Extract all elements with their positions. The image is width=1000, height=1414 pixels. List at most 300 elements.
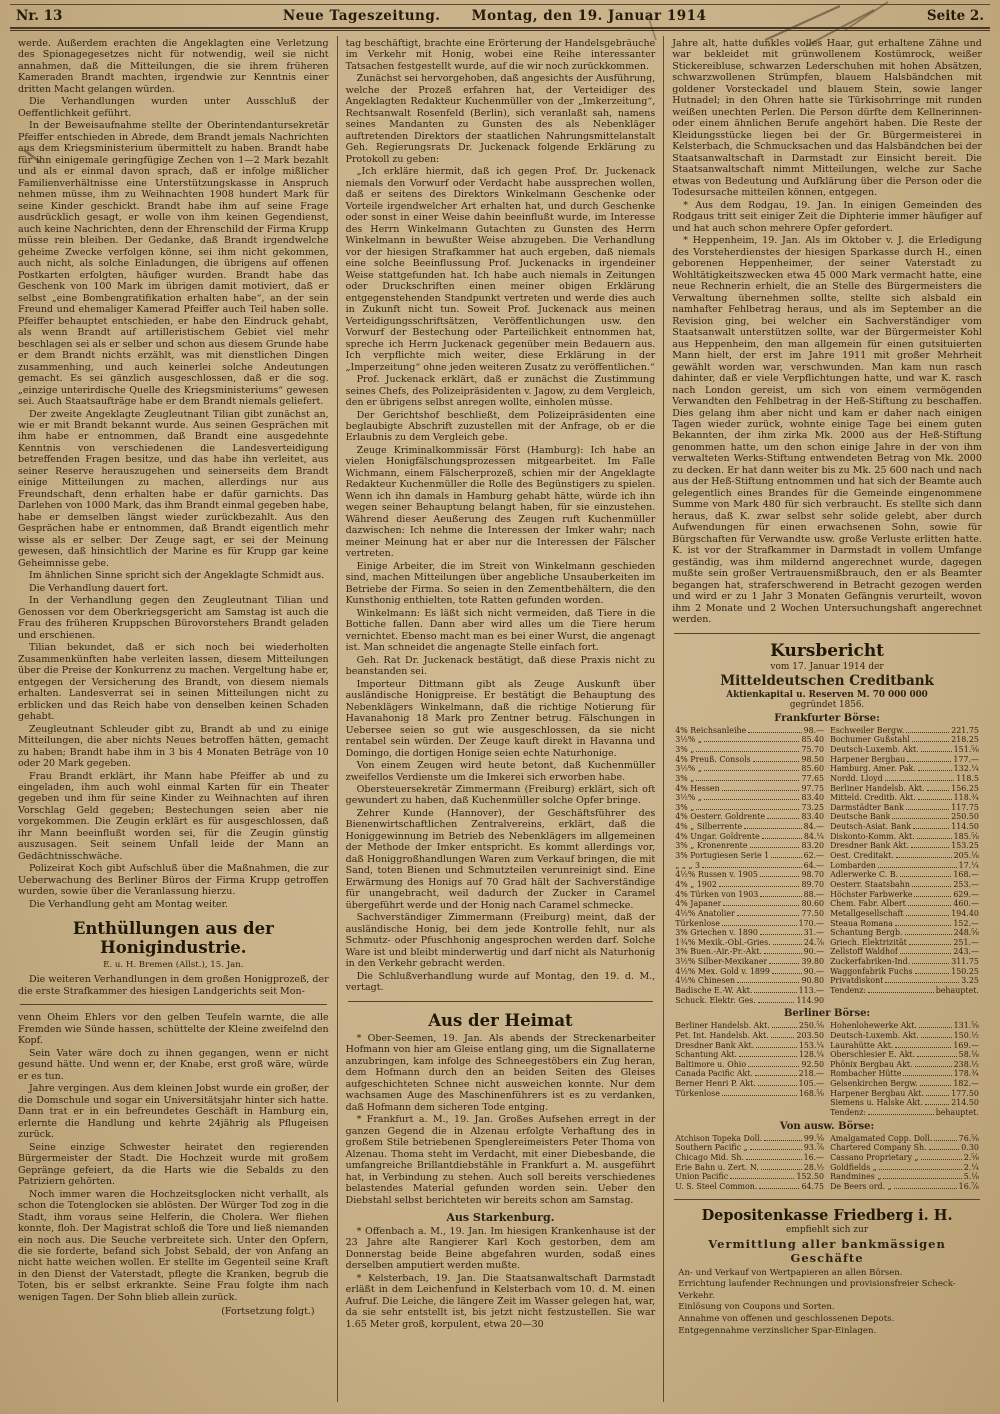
quote-row: [830, 784, 979, 794]
security-name: Oest. Creditakt.: [830, 851, 894, 861]
dot-leader: [748, 732, 801, 733]
dot-leader: [750, 847, 800, 848]
paragraph: Importeur Dittmann gibt als Zeuge Auskunft über ausländische Honigpreise. Er bestätigt die Behauptung des Nebenklägers Winkelmann, daß die richtige Notierung für Havanahonig 18 Mark pro Zentner betrug. Fälschungen in Uebersee seien so gut wie ausgeschlossen, da sie nicht rentabel sein würden. Der Zeuge kauft direkt in Havanna und Domingo, die dortigen Honige seien echte Naturhonige.: [345, 678, 656, 759]
security-name: Berner Henri P. Akt.: [675, 1079, 756, 1089]
quote-row: [675, 1031, 824, 1041]
dot-leader: [926, 1095, 949, 1096]
quote-row: [675, 1041, 824, 1051]
masthead: [283, 8, 706, 24]
ad-service-line: An- und Verkauf von Wertpapieren an allen Börsen.: [678, 1267, 903, 1278]
paragraph: * Aus dem Rodgau, 19. Jan. In einigen Gemeinden des Rodgaus tritt seit einiger Zeit die Diphterie immer häufiger auf und hat auch schon mehrere Opfer gefordert.: [672, 199, 982, 234]
security-price: 77.65: [801, 773, 825, 783]
quote-row: [675, 832, 824, 842]
security-price: 31.—: [803, 928, 825, 938]
paragraph: Die Verhandlung dauert fort.: [29, 582, 169, 594]
quote-row: [675, 803, 824, 813]
security-price: 221.75: [951, 725, 979, 735]
security-name: Darmstädter Bank: [830, 802, 904, 812]
dot-leader: [896, 857, 952, 858]
security-name: Deutsche Bank: [830, 812, 891, 822]
security-price: 131.⅝: [953, 1021, 979, 1031]
security-name: 4½% Anatolier: [675, 908, 735, 918]
dot-leader: [722, 790, 800, 791]
page-header: [0, 5, 1000, 26]
security-name: Adlerwerke C. B.: [830, 870, 899, 880]
paragraph: Zeuge Kriminalkommissär Först (Hamburg): Ich habe an vielen Honigfälschungsprozessen mitgearbeitet. Im Falle Wichmann, einem Fälscherprozeß, schien mir der Angeklagte Redakteur Kuchenmüller die Rolle des Begünstigers zu spielen. Wenn ich ihn damals in Hamburg gehabt hätte, würde ich ihn wegen seiner Behauptung belangt haben, für sie einzustehen. Während dieser Aeußerung des Zeugen ruft Kuchenmüller dazwischen: Ich nehme die Interessen der Imker wahr; nach meiner Meinung hat er aber nur die Interessen der Fälscher vertreten.: [345, 444, 656, 560]
security-price: 75.70: [801, 744, 825, 754]
quote-row: [675, 784, 824, 794]
quote-row: [675, 928, 824, 938]
security-name: Chicago Mid. Sh.: [675, 1152, 744, 1162]
security-name: Randmines „: [830, 1172, 882, 1182]
quote-row: [830, 1163, 979, 1173]
dot-leader: [909, 944, 952, 945]
ad-title: Depositenkasse Friedberg i. H.: [701, 1206, 953, 1224]
dot-leader: [772, 973, 802, 974]
security-name: 3% „ Kronenrente: [675, 841, 748, 851]
quote-row: [675, 1172, 824, 1182]
quote-row: [675, 1182, 824, 1192]
dot-leader: [696, 751, 799, 752]
security-price: 170.—: [798, 918, 825, 928]
security-name: Tendenz:: [830, 986, 867, 995]
security-price: 76.⅝: [958, 1133, 979, 1143]
quote-row: [830, 793, 979, 803]
security-price: 113.—: [798, 986, 825, 995]
quote-row: [830, 851, 979, 861]
paragraph: „Ich erkläre hiermit, daß ich gegen Prof. Dr. Juckenack niemals den Vorwurf oder Verdacht habe aussprechen wollen, daß er seitens des Direktors Winkelmann Geschenke oder Vorteile irgendwelcher Art erhalten hat, und durch Geschenke oder sonst in einer Weise dahin beeinflußt wurde, im Interesse des Herrn Winkelmann Gutachten zu Gunsten des Herrn Winkelmann in bewußter Weise abzugeben. Die Verhandlung vor der hiesigen Strafkammer hat auch ergeben, daß niemals eine solche Beeinflussung Prof. Juckenacks in irgendeiner Weise stattgefunden hat. Ich habe auch niemals in Zeitungen oder Druckschriften einen meiner obigen Erklärung entgegenstehenden Standpunkt vertreten und werde dies auch in Zukunft nicht tun. Soweit Prof. Juckenack aus meinen Verteidigungsschriftsätzen, Veröffentlichungen usw. den Vorwurf der Bestechung oder Parteilichkeit entnommen hat, spreche ich Herrn Juckenack gegenüber mein Bedauern aus. Ich verpflichte mich weiter, diese Erklärung in der „Imperzeitung“ ohne jeden weiteren Zusatz zu veröffentlichen.“: [345, 166, 656, 373]
dot-leader: [885, 982, 959, 983]
security-name: Bochumer Gußstahl: [830, 735, 910, 745]
dot-leader: [750, 1149, 802, 1150]
dot-leader: [907, 761, 951, 762]
quote-row: [830, 861, 979, 871]
dot-leader: [696, 780, 799, 781]
section-divider: [674, 633, 980, 634]
quote-row: [675, 774, 824, 784]
dot-leader: [915, 973, 950, 974]
security-name: Privatdiskont: [830, 976, 884, 986]
security-name: Phönix Bergbau Akt.: [830, 1059, 913, 1069]
column-middle: [337, 36, 664, 1402]
newspaper-title: Neue Tageszeitung.: [282, 8, 441, 24]
quote-column: [672, 1021, 827, 1117]
security-price: 153.25: [951, 841, 979, 851]
quote-row: [830, 812, 979, 822]
paragraph: Geh. Rat Dr. Juckenack bestätigt, daß diese Praxis nicht zu beanstanden sei.: [345, 654, 656, 678]
paragraph: Die weiteren Verhandlungen in dem großen Honigprozeß, der die erste Strafkammer des hiesigen Landgerichts seit Mon-: [18, 974, 329, 997]
security-price: 77.50: [801, 908, 825, 918]
security-name: Höchster Farbwerke: [830, 889, 913, 899]
dot-leader: [906, 915, 950, 916]
dot-leader: [772, 1027, 797, 1028]
security-price: 85.40: [801, 735, 825, 745]
quote-row: [675, 1060, 824, 1070]
security-price: 99.⅝: [803, 1133, 825, 1143]
dot-leader: [892, 818, 949, 819]
security-price: 182.—: [953, 1079, 979, 1089]
security-price: 218.25: [951, 735, 979, 745]
column-container: [0, 34, 1000, 1402]
quote-column: [827, 726, 982, 1006]
dot-leader: [903, 1075, 951, 1076]
ad-service-line: Entgegennahme verzinslicher Spar-Einlagen.: [678, 1325, 877, 1336]
quote-column: [827, 1021, 982, 1117]
security-price: 97.75: [801, 783, 825, 793]
quote-row: [830, 1182, 979, 1192]
dot-leader: [878, 867, 957, 868]
exchange-title: Frankfurter Börse:: [774, 712, 880, 724]
quote-row: [675, 764, 824, 774]
security-name: Laurahütte Akt.: [830, 1040, 894, 1050]
dot-leader: [918, 799, 952, 800]
quote-row: [675, 861, 824, 871]
quote-row: [675, 735, 824, 745]
security-price: 16.⅞: [958, 1181, 979, 1191]
quote-row: [675, 976, 824, 986]
paragraph: * Heppenheim, 19. Jan. Als im Oktober v. J. die Erledigung des Vorsteherdienstes der hiesigen Sparkasse durch H., einen geborenen Heppenheimer, der seiner Vaterstadt zu Wohltätigkeitszwecken etwa 45 000 Mark vermacht hatte, eine neue Rechnerin erhielt, die an Stelle des Bürgermeisters die Verwaltung übernehmen sollte, stellte sich alsbald ein namhafter Fehlbetrag heraus, und als im September an die Revision ging, bei welcher ein Sachverständiger vom Staatsanwalt unterstützen sollte, war der Bürgermeister Kohl aus Heppenheim, den man allgemein für einen gutsituierten Mann hielt, der erst im Jahre 1911 mit großer Mehrheit gewählt worden war, verschwunden. Man kam nun rasch dahinter, daß er viele Verpflichtungen hatte, und war K. rasch nach London gereist, um sich von einem vermögenden Verwandten den Fehlbetrag in der Heß-Stiftung zu beschaffen. Dies gelang ihm aber nicht und kam er daher nach einigen Tagen wieder zurück, wohnte einige Tage bei einem guten Bekannten, der ihm zirka Mk. 2000 aus der Heß-Stiftung genommen hatte, um den schon einige Jahre in der von ihm verwalteten Werks-Stiftung entwendeten Betrag von Mk. 2000 zu decken. Er hat dann weiter bis zu Mk. 25 600 nach und nach aus der Heß-Stiftung entnommen und hat sich der Beamte auch gelegentlich eines Brandes für die Gemeinde eingenommene Summe von Mark 480 für sich verbraucht. Es stellte sich dann heraus, daß K. zwar selbst sehr solide gelebt, aber durch Aufwendungen für einen erwachsenen Sohn, sowie für Bürgschaften für Verwandte usw. große Verluste erlitten hatte. K. ist vor der Strafkammer in Darmstadt in vollem Umfange geständig, was ihm mildernd angerechnet wurde, dagegen mußte sein großer Vertrauensmißbrauch, den er als Beamter begangen hat, straferschwerend in Betracht gezogen werden und wird er zu 1 Jahr 3 Monaten Gefängnis verurteilt, wovon ihm 2 Monate und 2 Wochen Untersuchungshaft angerechnet werden.: [672, 235, 982, 626]
security-price: 153.¼: [798, 1040, 825, 1050]
security-price: 117.75: [951, 802, 979, 812]
paragraph: Noch immer waren die Hochzeitsglocken nicht verhallt, als schon die Totenglocken sie ablösten. Der Würger Tod zog in die Stadt, ihm voraus seine Helferin, die Cholera. Wer fliehen konnte, floh. Der Magistrat schloß die Tore und ließ niemanden ein noch aus. Die Seuche verbreitete sich. Unter den Opfern, die sie forderte, befand sich Jobst Sebald, der von Anfang an nicht hatte weichen wollen. Er stellte im Gegenteil seine Kraft in den Dienst der Vaterstadt, pflegte die Kranken, begrub die Toten, bis er selbst erkrankte. Seine Frau folgte ihm nach wenigen Tagen. Der Sohn blieb allein zurück.: [18, 1188, 329, 1303]
quote-row: [675, 899, 824, 909]
security-name: Union Pacific: [675, 1172, 729, 1182]
quote-row: [675, 986, 824, 996]
quote-row: [830, 909, 979, 919]
dot-leader: [917, 1056, 956, 1057]
quote-row: [830, 1041, 979, 1051]
quote-row: [675, 938, 824, 948]
security-price: 114.90: [796, 995, 825, 1005]
quote-row: [830, 1134, 979, 1144]
dot-leader: [900, 876, 951, 877]
security-name: 4½% Russen v. 1905: [675, 870, 758, 880]
security-price: 5.⅛: [963, 1172, 979, 1182]
quote-row: [830, 745, 979, 755]
security-price: 156.25: [951, 783, 979, 793]
security-price: 84.—: [803, 822, 825, 832]
security-name: Rombacher Hütte: [830, 1069, 902, 1079]
paragraph: Seine einzige Schwester heiratet den regierenden Bürgermeister der Stadt. Die Hochzeit wurde mit großem Gepränge gefeiert, da die Harts wie die Sebalds zu den Patriziern gehörten.: [18, 1141, 329, 1188]
dot-leader: [754, 992, 796, 993]
quote-row: [830, 1089, 979, 1099]
security-name: U. S. Steel Common.: [675, 1181, 758, 1191]
quote-column: [672, 726, 827, 1006]
quote-column: [827, 1134, 982, 1192]
quote-row: [830, 1069, 979, 1079]
quote-row: [675, 1163, 824, 1173]
security-name: Cassano Proprietary „: [830, 1152, 919, 1162]
dot-leader: [921, 1037, 952, 1038]
quote-row: [830, 803, 979, 813]
paragraph: In der Beweisaufnahme stellte der Oberintendantursekretär Pfeiffer entschieden in Abrede, dem Brandt jemals Nachrichten aus dem Kriegsministerium übermittelt zu haben. Brandt habe für ihn einigemale geringfügige Zechen von 1—2 Mark bezahlt und als er einmal davon sprach, daß er infolge mißlicher Familienverhältnisse eine Unterstützungskasse in Anspruch nehmen müsse, ihm zu Weihnachten 1908 hundert Mark für seine Kinder geschickt. Brandt habe ihm auf seine Frage ausdrücklich gesagt, er wolle von ihm keinen Gegendienst, auch keine Nachrichten, denn der Ehrenschild der Firma Krupp müsse rein bleiben. Der Gedanke, daß Brandt irgendwelche geheime Zwecke verfolgen könne, sei ihm nicht gekommen, auch nicht, als solche Einladungen, die übrigens auf offenen Postkarten erfolgten, häufiger wurden. Brandt habe das Geschenk von 100 Mark im übrigen damit motiviert, daß er selbst „eine Bombengratifikation erhalten habe“, an der sein Freund und ehemaliger Kamerad Pfeiffer auch Teil haben solle. Pfeiffer behauptet entschieden, er habe den Eindruck gehabt, als wenn Brandt auf artilleristischem Gebiet viel mehr beschlagen sei als er selber und schon aus diesem Grunde habe er dem Brandt nichts erzählt, was mit dienstlichen Dingen zusammenhing, und auch keinerlei solche Andeutungen gemacht. Es sei gänzlich ausgeschlossen, daß er die sog. „einzige unterirdische Quelle des Kriegsministeriums“ gewesen sei. Auch Staatsaufträge habe er dem Brandt niemals geliefert.: [18, 120, 329, 408]
security-price: 250.⅝: [798, 1021, 825, 1031]
dot-leader: [744, 828, 801, 829]
quote-row: [675, 841, 824, 851]
dot-leader: [730, 1178, 794, 1179]
section-divider: [348, 1001, 654, 1002]
security-name: 3% Griechen v. 1890: [675, 928, 758, 938]
security-price: 90.—: [803, 947, 825, 957]
security-price: 118.¾: [953, 793, 979, 803]
security-price: 84.¼: [803, 831, 825, 841]
security-name: Canada Pacific Akt.: [675, 1069, 753, 1079]
security-name: Deutsch-Luxemb. Akt.: [830, 744, 919, 754]
security-price: 169.—: [953, 1040, 979, 1050]
security-price: 629.—: [953, 889, 979, 899]
security-name: Baltimore u. Ohio: [675, 1059, 747, 1069]
security-name: Chartered Company Sh.: [830, 1143, 927, 1153]
security-price: 250.50: [951, 812, 979, 822]
security-price: 238.½: [953, 1059, 979, 1069]
dateline: E. u. H. Bremen (Allst.), 15. Jan.: [103, 960, 244, 971]
dot-leader: [758, 1002, 795, 1003]
dot-leader: [911, 847, 949, 848]
dot-leader: [760, 876, 800, 877]
security-name: Hamburg. Amer. Pak.: [830, 764, 916, 774]
quote-row: [675, 745, 824, 755]
page-label: Seite 2.: [926, 8, 984, 24]
security-name: Harpener Bergbau: [830, 754, 906, 764]
security-price: 205.⅛: [953, 851, 979, 861]
security-price: 178.¾: [953, 1069, 979, 1079]
dot-leader: [906, 809, 949, 810]
quote-row: [830, 1098, 979, 1108]
security-price: 311.75: [951, 957, 979, 967]
quote-columns: [672, 1021, 982, 1117]
quote-row: [675, 1143, 824, 1153]
security-price: 92.50: [801, 1059, 825, 1069]
quote-row: [830, 967, 979, 977]
security-price: 118.5: [956, 773, 979, 783]
security-name: Siemens u. Halske Akt.: [830, 1098, 923, 1108]
dot-leader: [927, 790, 950, 791]
dot-leader: [918, 770, 952, 771]
dot-leader: [868, 992, 934, 993]
security-name: Schuck. Elektr. Ges.: [675, 995, 756, 1005]
quote-row: [675, 1069, 824, 1079]
security-price: 17.¼: [958, 860, 979, 870]
column-left: [10, 36, 337, 1402]
security-price: 16.—: [803, 1152, 825, 1162]
ad-subtitle: empfiehlt sich zur: [785, 1224, 869, 1235]
security-price: 62.—: [803, 851, 825, 861]
quote-row: [830, 1153, 979, 1163]
header-rule-thin: [10, 30, 990, 31]
security-name: Badische E.-W. Akt.: [675, 986, 753, 995]
security-price: 2.¼: [963, 1162, 979, 1172]
security-name: 3% Buen.-Air.-Pr.-Akt.: [675, 947, 762, 957]
dot-leader: [767, 818, 799, 819]
quote-row: [830, 938, 979, 948]
quote-row: [675, 1050, 824, 1060]
quote-row: [830, 899, 979, 909]
security-name: Erie Bahn u. Zert. N.: [675, 1162, 759, 1172]
quote-row: [830, 1172, 979, 1182]
security-price: 83.40: [801, 812, 825, 822]
dot-leader: [908, 905, 952, 906]
dot-leader: [719, 886, 800, 887]
security-name: Steaua Romana: [830, 918, 893, 928]
security-price: 80.60: [801, 899, 825, 909]
quote-row: [675, 947, 824, 957]
ad-service-line: Annahme von offenen und geschlossenen Depots.: [678, 1313, 895, 1324]
security-price: 88.—: [803, 889, 825, 899]
quote-row: [830, 880, 979, 890]
security-price: 203.50: [796, 1030, 825, 1040]
security-price: 177.50: [951, 1088, 979, 1098]
dot-leader: [934, 1140, 956, 1141]
security-name: Amalgamated Copp. Doll.: [830, 1133, 933, 1143]
dot-leader: [771, 1037, 795, 1038]
dot-leader: [921, 751, 952, 752]
dot-leader: [696, 809, 799, 810]
security-price: 73.25: [801, 802, 825, 812]
security-price: 460.—: [953, 899, 979, 909]
security-name: 3½% „: [675, 764, 703, 774]
paragraph: Prof. Juckenack erklärt, daß er zunächst die Zustimmung seines Chefs, des Polizeipräsidenten v. Jagow, zu dem Vergleich, den er übrigens selbst anregen wollte, einholen müsse.: [345, 374, 656, 409]
security-price: 83.40: [801, 793, 825, 803]
quote-row: [830, 1060, 979, 1070]
security-name: 4% Ungar. Goldrente: [675, 831, 760, 841]
dot-leader: [912, 886, 951, 887]
paragraph: Tilian bekundet, daß er sich noch bei wiederholten Zusammenkünften habe verleiten lassen, diesem Mitteilungen über die Preise der Konkurrenz zu machen. Vergeltung habe er, entgegen der Versicherung des Brandt, von diesem niemals erhalten. Landesverrat sei in seinen Mitteilungen nicht zu erblicken und das Reich habe von denselben keinen Schaden gehabt.: [18, 642, 329, 723]
security-price: 90.—: [803, 966, 825, 976]
security-price: 185.⅝: [953, 831, 979, 841]
dot-leader: [737, 915, 800, 916]
quote-row: [675, 919, 824, 929]
security-price: 194.40: [951, 908, 979, 918]
dot-leader: [755, 1075, 797, 1076]
dot-leader: [764, 953, 802, 954]
stock-quotes-section: [672, 713, 982, 1006]
kursbericht-subtitle: vom 17. Januar 1914 der: [770, 661, 884, 672]
paragraph: Jahre alt, hatte dunkles volles Haar, gut erhaltene Zähne und war bekleidet mit grünwollenem Kostümrock, weißer Stickereibluse, schwarzen Lederschuhen mit hohen Absätzen, schwarzwollenen Strümpfen, blauem Halsbändchen mit goldener Vorsteckadel und blauem Stein, sowie langer Hutnadel; in den Ohren hatte sie Türkisohrringe mit runden weißen unechten Perlen. Die Person dürfte dem Kellnerinnen- oder einem ähnlichen Berufe angehört haben. Die Reste der Kleidungsstücke liegen bei der Gr. Bürgermeisterei in Kelsterbach, die Schmucksachen und das Halsbändchen bei der Staatsanwaltschaft in Darmstadt zur Einsicht bereit. Die Staatsanwaltschaft nimmt Mitteilungen, welche zur Sache etwas von Bedeutung und Aufklärung über die Person oder die Todesursache mitteilen können, entgegen.: [672, 38, 982, 199]
security-name: Metallgesellschaft: [830, 908, 904, 918]
quote-row: [830, 764, 979, 774]
dot-leader: [914, 896, 951, 897]
dot-leader: [761, 1169, 802, 1170]
security-name: 4% Japaner: [675, 899, 722, 909]
security-price: 114.50: [951, 822, 979, 832]
security-price: 132.¼: [953, 764, 979, 774]
dot-leader: [900, 953, 952, 954]
section-divider: [674, 1199, 980, 1200]
dot-leader: [737, 982, 799, 983]
quote-row: [830, 928, 979, 938]
ad-main-line: Vermittlung aller bankmässigen Geschäfte: [708, 1236, 946, 1265]
paragraph: Obersteuersekretär Zimmermann (Freiburg) erklärt, sich oft gewundert zu haben, daß Kuchenmüller solche Opfer bringe.: [345, 784, 656, 807]
bank-founded: gegründet 1856.: [789, 699, 865, 710]
security-price: 3.25: [961, 976, 979, 986]
stock-quotes-section: [672, 1008, 982, 1117]
exchange-title: Von ausw. Börse:: [779, 1120, 875, 1132]
paragraph: Zehrer Kunde (Hannover), der Geschäftsführer des Bienenwirtschaftlichen Zentralvereins, erklärt, daß die Honiggewinnung im Betrieb des Nebenklägers im allgemeinen der Methode der Imker entspricht. Es kommt allerdings vor, daß Honiggroßhandlungen Waren zum Verkauf bringen, die mit Sand, toten Bienen und Schmutzteilen verunreinigt sind. Eine Erwärmung des Honigs auf 70 Grad hält der Sachverständige für unangebracht, weil dadurch der Zucker in Caramel übergeführt werde und der Honig nach Caramel schmecke.: [345, 807, 656, 911]
security-name: 1¾% Mexik.-Obl.-Gries.: [675, 937, 771, 947]
bank-name: Mitteldeutschen Creditbank: [720, 672, 934, 689]
quote-row: [830, 947, 979, 957]
dot-leader: [917, 838, 952, 839]
column-right: [663, 36, 990, 1402]
security-name: 3% „: [675, 802, 695, 812]
security-name: Diskonto-Komm. Akt.: [830, 831, 915, 841]
security-name: Tendenz:: [830, 1108, 867, 1118]
dot-leader: [760, 896, 801, 897]
paragraph: * Offenbach a. M., 19. Jan. Im hiesigen Krankenhause ist der 23 Jahre alte Rangierer Karl Koch gestorben, dem am Donnerstag beide Beine abgefahren wurden, sodaß eines derselben amputiert werden mußte.: [345, 1225, 656, 1272]
paragraph: * Frankfurt a. M., 19. Jan. Großes Aufsehen erregt in der ganzen Gegend die in Alzenau erfolgte Verhaftung des in großem Stile betriebenen Spenglereimeisters Peter Thoma von Alzenau. Thoma steht im Verdacht, mit einer Diebesbande, die umfangreiche Brillantdiebstähle in Frankfurt a. M. ausgeführt hat, in Verbindung zu stehen. Auch soll bereits verschiedenes belastendes Material gefunden worden sein. Ueber den Diebstahl selbst berichteten wir bereits schon am Samstag.: [345, 1114, 656, 1206]
quote-row: [675, 1134, 824, 1144]
quote-row: [675, 755, 824, 765]
security-name: Schantung Bergb.: [830, 928, 903, 938]
bank-advertisement: [672, 1207, 982, 1338]
dot-leader: [759, 1188, 799, 1189]
security-name: Hohenlohewerke Akt.: [830, 1021, 917, 1031]
quote-row: [675, 909, 824, 919]
security-name: Schantung Akt.: [675, 1050, 737, 1060]
security-price: 251.—: [953, 937, 979, 947]
paragraph: Der Gerichtshof beschließt, dem Polizeipräsidenten eine beglaubigte Abschrift zuzustellen mit der Anfrage, ob er die Erlaubnis zu dem Vergleich gebe.: [345, 409, 656, 444]
dot-leader: [753, 761, 800, 762]
security-name: Türkenlose: [675, 918, 720, 928]
security-price: 214.50: [951, 1098, 979, 1108]
security-price: 243.—: [953, 947, 979, 957]
quote-row: [830, 1079, 979, 1089]
security-price: 85.60: [801, 764, 825, 774]
quote-row: [675, 726, 824, 736]
paragraph: Sachverständiger Zimmermann (Freiburg) meint, daß der ausländische Honig, bei dem jede Kontrolle fehlt, nur als Schmutz- oder Pfuschhonig angesprochen werden darf. Solche Ware ist und bleibt minderwertig und darf nicht als Naturhonig in den Verkehr gebracht werden.: [345, 912, 656, 970]
paragraph: Die Verhandlung geht am Montag weiter.: [29, 898, 229, 910]
dot-leader: [885, 780, 955, 781]
header-rule: [10, 27, 990, 29]
dot-leader: [929, 1149, 960, 1150]
dot-leader: [739, 1056, 797, 1057]
security-name: 3½% Silber-Mexikaner: [675, 957, 768, 967]
quote-row: [675, 812, 824, 822]
bank-capital: Aktienkapital u. Reserven M. 70 000 000: [726, 689, 928, 700]
quote-row: [830, 822, 979, 832]
security-price: 98.50: [801, 754, 825, 764]
stock-quotes-section: [672, 1121, 982, 1192]
quote-row: [830, 1050, 979, 1060]
continuation-note: (Fortsetzung folgt.): [221, 1306, 315, 1318]
sub-headline: Aus Starkenburg.: [446, 1210, 555, 1224]
security-name: Griech. Elektrizität: [830, 937, 907, 947]
security-name: Mitteld. Creditb. Akt.: [830, 793, 916, 803]
security-name: Nordd. Lloyd: [830, 773, 883, 783]
security-price: 150.25: [951, 966, 979, 976]
dot-leader: [883, 1178, 961, 1179]
article-headline: Enthüllungen aus der Honigindustrie.: [72, 919, 274, 958]
paragraph: Die Schlußverhandlung wurde auf Montag, den 19. d. M., vertagt.: [345, 970, 656, 994]
security-name: Chem. Fabr. Albert: [830, 899, 906, 909]
quote-row: [675, 957, 824, 967]
paragraph: * Ober-Seemen, 19. Jan. Als abends der Streckenarbeiter Hofmann von hier am Gleise entlang ging, um die Signallaterne anzubringen, kam infolge des Schneegestöbers ein Zug heran, dem Hofmann durch den an beiden Seiten des Gleises aufgeschichteten Schnee nicht ausweichen konnte. Nur dem wachsamen Auge des Maschinenführers ist es zu verdanken, daß Hofmann dem sicheren Tode entging.: [345, 1032, 656, 1113]
quote-row: [675, 1153, 824, 1163]
security-price: 253.—: [953, 879, 979, 889]
security-price: 177.—: [953, 754, 979, 764]
security-price: 105.—: [798, 1079, 825, 1089]
section-divider: [20, 1004, 327, 1005]
security-name: Dresdner Bank Akt.: [830, 841, 909, 851]
dot-leader: [769, 963, 799, 964]
security-name: Harpener Bergbau Akt.: [830, 1088, 924, 1098]
security-price: 248.⅝: [953, 928, 979, 938]
dot-leader: [920, 1085, 952, 1086]
security-name: 3½% „: [675, 735, 703, 745]
dot-leader: [746, 1159, 802, 1160]
ad-service-line: Errichtung laufender Rechnungen und provisionsfreier Scheck-Verkehr.: [678, 1279, 956, 1301]
security-price: 168.⅝: [798, 1088, 825, 1098]
